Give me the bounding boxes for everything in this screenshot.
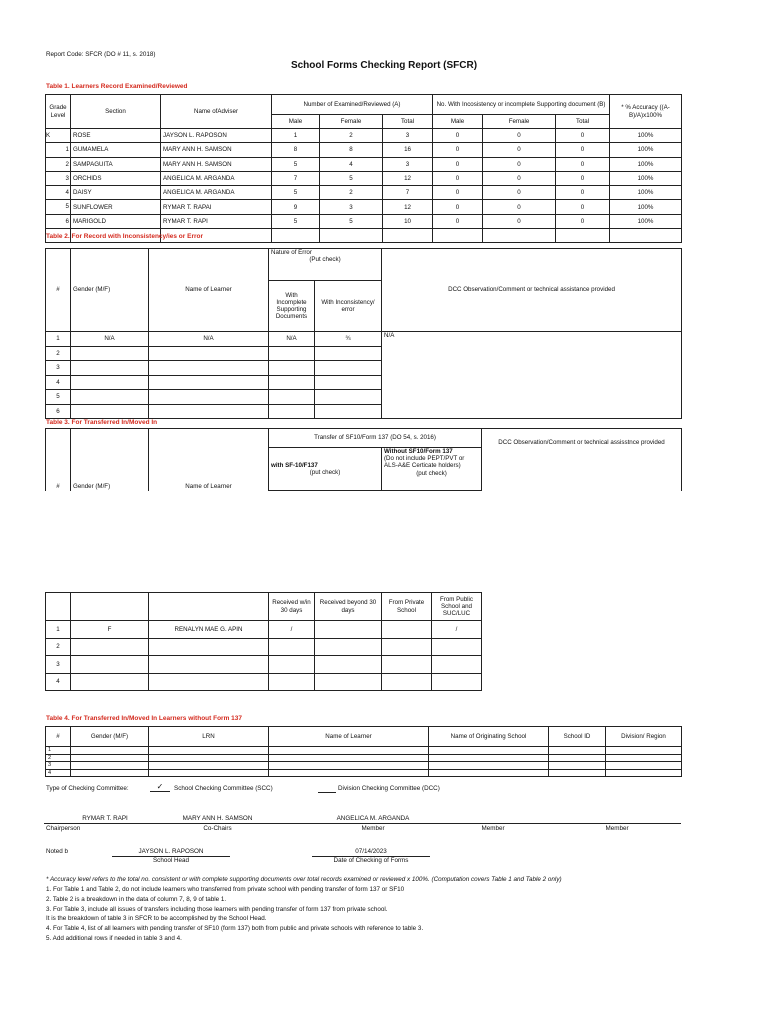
empty-cell xyxy=(433,229,483,243)
value-cell: 0 xyxy=(556,214,610,228)
table-row xyxy=(46,762,682,770)
value-cell: 0 xyxy=(433,129,483,143)
empty-cell xyxy=(610,229,682,243)
grade-cell xyxy=(46,143,71,157)
table-row xyxy=(46,214,682,228)
value-cell: 4 xyxy=(320,157,383,171)
dcc-observation-cell xyxy=(482,621,682,639)
adviser-cell: MARY ANN H. SAMSON xyxy=(161,143,272,157)
gender-cell xyxy=(71,673,149,691)
value-cell: 0 xyxy=(483,129,556,143)
adviser-cell: JAYSON L. RAPOSON xyxy=(161,129,272,143)
cochair-name: MARY ANN H. SAMSON xyxy=(182,815,253,822)
header-accuracy: * % Accuracy ((A-B)/A)x100% xyxy=(610,95,682,129)
empty-cell xyxy=(269,747,429,755)
check-cell xyxy=(315,638,382,656)
header-learner: Name of Learner xyxy=(149,249,269,332)
value-cell: 0 xyxy=(483,143,556,157)
note-4: 4. For Table 4, list of all learners with pending transfer of SF10 (form 137) both from public and private schools with reference to table 3. xyxy=(46,925,424,932)
cochair-role: Co-Chairs xyxy=(203,825,232,832)
value-cell: 0 xyxy=(556,186,610,200)
note-accuracy: * Accuracy level refers to the total no. consistent or with complete supporting documents over total records examined or reviewed x 100%. (Computation covers Table 1 and Table 2 only) xyxy=(46,876,562,883)
header-number: # xyxy=(46,429,71,491)
header-gender: Gender (M/F) xyxy=(71,727,149,747)
table-row xyxy=(46,200,682,214)
header-received-30-days: Received w/in 30 days xyxy=(269,593,315,621)
incomplete-docs-cell xyxy=(269,361,315,376)
value-cell: 0 xyxy=(556,129,610,143)
value-cell: 5 xyxy=(272,157,320,171)
header-section: Section xyxy=(71,95,161,129)
empty-cell xyxy=(606,769,682,777)
value-cell: 100% xyxy=(610,200,682,214)
value-cell: 0 xyxy=(483,157,556,171)
header-grade-level: Grade Level xyxy=(46,95,71,129)
table3 xyxy=(45,592,682,691)
note-2: 2. Table 2 is a breakdown in the data of column 7, 8, 9 of table 1. xyxy=(46,896,227,903)
value-cell: 7 xyxy=(272,171,320,185)
report-code: Report Code: SFCR (DO # 11, s. 2018) xyxy=(46,51,156,58)
dcc-observation-cell xyxy=(382,346,682,361)
put-check-label: (put check) xyxy=(416,469,447,477)
empty-cell xyxy=(71,754,149,762)
row-number: 4 xyxy=(46,769,71,777)
dcc-observation-cell xyxy=(482,638,682,656)
put-check-label: (Put check) xyxy=(309,256,341,264)
learner-cell xyxy=(149,361,269,376)
grade-cell xyxy=(46,157,71,171)
header-male: Male xyxy=(272,115,320,129)
empty-cell xyxy=(606,754,682,762)
value-cell: 100% xyxy=(610,143,682,157)
header-examined: Number of Examined/Reviewed (A) xyxy=(272,95,433,115)
value-cell: 12 xyxy=(383,200,433,214)
table-row xyxy=(46,186,682,200)
check-cell xyxy=(315,673,382,691)
header-private-school: From Private School xyxy=(382,593,432,621)
header-school-id: School ID xyxy=(549,727,606,747)
value-cell: 0 xyxy=(556,143,610,157)
check-cell xyxy=(382,656,432,674)
member-role: Member xyxy=(605,825,629,832)
gender-cell xyxy=(71,375,149,390)
value-cell: 8 xyxy=(320,143,383,157)
header-public-school: From Public School and SUC/LUC xyxy=(432,593,482,621)
header-division-region: Division/ Region xyxy=(606,727,682,747)
header-received-beyond-30: Received beyond 30 days xyxy=(315,593,382,621)
table-row xyxy=(46,157,682,171)
header-total: Total xyxy=(383,115,433,129)
adviser-cell: ANGELICA M. ARGANDA xyxy=(161,186,272,200)
gender-cell: F xyxy=(71,621,149,639)
row-number: 3 xyxy=(46,762,71,770)
put-check-label: (put check) xyxy=(309,469,341,476)
table1 xyxy=(45,94,682,243)
header-originating-school: Name of Originating School xyxy=(429,727,549,747)
empty-cell xyxy=(269,754,429,762)
check-cell: / xyxy=(269,621,315,639)
committee-label: Type of Checking Committee: xyxy=(46,785,129,792)
row-number: 4 xyxy=(46,375,71,390)
learner-cell: RENALYN MAE G. APIN xyxy=(149,621,269,639)
noted-by-label: Noted b xyxy=(46,848,69,855)
value-cell: 100% xyxy=(610,157,682,171)
value-cell: 12 xyxy=(383,171,433,185)
table-row xyxy=(46,656,682,674)
grade-cell xyxy=(46,171,71,185)
value-cell: 100% xyxy=(610,129,682,143)
header-transfer: Transfer of SF10/Form 137 (DO 54, s. 2016) xyxy=(269,429,482,448)
learner-cell xyxy=(149,346,269,361)
value-cell: 3 xyxy=(383,157,433,171)
check-cell xyxy=(269,638,315,656)
check-cell xyxy=(382,638,432,656)
table-row xyxy=(46,129,682,143)
value-cell: 0 xyxy=(433,214,483,228)
header-with-sf10 xyxy=(269,448,382,491)
header-incomplete-docs: With Incomplete Supporting Documents xyxy=(269,281,315,332)
empty-cell xyxy=(549,747,606,755)
table-row xyxy=(46,375,682,390)
checking-date: 07/14/2023 xyxy=(312,848,430,857)
check-cell: / xyxy=(432,621,482,639)
table-row xyxy=(46,346,682,361)
header-inconsistency: No. With Incosistency or incomplete Supporting document (B) xyxy=(433,95,610,115)
gender-cell xyxy=(71,404,149,419)
value-cell: 3 xyxy=(383,129,433,143)
table2 xyxy=(45,248,682,419)
inconsistency-cell: ¾ xyxy=(315,332,382,347)
grade-cell xyxy=(46,214,71,228)
member-name: ANGELICA M. ARGANDA xyxy=(336,815,410,822)
adviser-cell: ANGELICA M. ARGANDA xyxy=(161,171,272,185)
value-cell: 5 xyxy=(272,214,320,228)
section-cell: ROSE xyxy=(71,129,161,143)
value-cell: 0 xyxy=(433,171,483,185)
empty-cell xyxy=(149,747,269,755)
empty-cell xyxy=(383,229,433,243)
empty-cell xyxy=(269,762,429,770)
value-cell: 0 xyxy=(483,171,556,185)
header-lrn: LRN xyxy=(149,727,269,747)
empty-cell xyxy=(71,762,149,770)
grade-kinder: K xyxy=(46,132,51,139)
empty-cell xyxy=(71,769,149,777)
section-cell: ORCHIDS xyxy=(71,171,161,185)
row-number: 1 xyxy=(46,332,71,347)
header-female: Female xyxy=(483,115,556,129)
dcc-observation-cell xyxy=(482,656,682,674)
grade-number: 3 xyxy=(65,174,69,182)
header-adviser: Name ofAdviser xyxy=(161,95,272,129)
header-dcc-observation: DCC Observation/Comment or technical assisstnce provided xyxy=(482,429,682,491)
inconsistency-cell xyxy=(315,404,382,419)
adviser-cell: RYMAR T. RAPAI xyxy=(161,200,272,214)
dcc-observation-cell xyxy=(382,361,682,376)
value-cell: 1 xyxy=(272,129,320,143)
incomplete-docs-cell xyxy=(269,375,315,390)
grade-number: 5 xyxy=(65,203,69,211)
value-cell: 5 xyxy=(272,186,320,200)
note-3-continued: It is the breakdown of table 3 in SFCR to be accomplished by the School Head. xyxy=(46,915,267,922)
value-cell: 0 xyxy=(556,171,610,185)
empty-cell xyxy=(429,754,549,762)
row-number: 6 xyxy=(46,404,71,419)
signature-line xyxy=(44,823,681,824)
value-cell: 0 xyxy=(556,157,610,171)
value-cell: 0 xyxy=(433,143,483,157)
check-cell xyxy=(315,621,382,639)
row-number: 3 xyxy=(46,656,71,674)
header-inconsistency-error: With Inconsistency/ error xyxy=(315,281,382,332)
row-number: 1 xyxy=(46,621,71,639)
without-sf10-note: (Do not include PEPT/PVT or ALS-A&E Certicate holders) xyxy=(384,455,465,470)
row-number: 4 xyxy=(46,673,71,691)
empty-cell xyxy=(606,762,682,770)
empty-cell xyxy=(549,769,606,777)
check-cell xyxy=(382,673,432,691)
grade-number: 1 xyxy=(65,146,69,154)
learner-cell xyxy=(149,404,269,419)
table3-header xyxy=(45,428,682,491)
check-cell xyxy=(382,621,432,639)
header-number: # xyxy=(46,249,71,332)
header-gender: Gender (M/F) xyxy=(71,249,149,332)
scc-option: School Checking Committee (SCC) xyxy=(174,785,273,792)
table3-heading: Table 3. For Transferred In/Moved In xyxy=(46,419,158,426)
empty-cell xyxy=(149,754,269,762)
section-cell: GUMAMELA xyxy=(71,143,161,157)
value-cell: 16 xyxy=(383,143,433,157)
value-cell: 7 xyxy=(383,186,433,200)
gender-cell xyxy=(71,656,149,674)
section-cell: SAMPAGUITA xyxy=(71,157,161,171)
with-sf10-label: with SF-10/F137 xyxy=(271,461,318,469)
learner-cell xyxy=(149,638,269,656)
table-row xyxy=(46,361,682,376)
value-cell: 0 xyxy=(483,214,556,228)
check-cell xyxy=(432,656,482,674)
dcc-option: Division Checking Committee (DCC) xyxy=(338,785,440,792)
value-cell: 8 xyxy=(272,143,320,157)
header-dcc-observation: DCC Observation/Comment or technical assistance provided xyxy=(382,249,682,332)
chairperson-role: Chairperson xyxy=(46,825,81,832)
inconsistency-cell xyxy=(315,375,382,390)
adviser-cell: RYMAR T. RAPI xyxy=(161,214,272,228)
dcc-observation-cell xyxy=(382,404,682,419)
school-head-role: School Head xyxy=(152,857,190,864)
header-male: Male xyxy=(433,115,483,129)
row-number: 5 xyxy=(46,390,71,405)
value-cell: 0 xyxy=(433,200,483,214)
check-cell xyxy=(432,673,482,691)
empty-cell xyxy=(272,229,320,243)
table-row xyxy=(46,171,682,185)
table-row xyxy=(46,143,682,157)
incomplete-docs-cell xyxy=(269,390,315,405)
checking-date-label: Date of Checking of Forms xyxy=(333,857,409,864)
section-cell: MARIGOLD xyxy=(71,214,161,228)
value-cell: 9 xyxy=(272,200,320,214)
value-cell: 3 xyxy=(320,200,383,214)
gender-cell xyxy=(71,346,149,361)
table4 xyxy=(45,726,682,777)
grade-number: 6 xyxy=(65,217,69,225)
check-cell xyxy=(269,673,315,691)
empty-cell xyxy=(320,229,383,243)
incomplete-docs-cell xyxy=(269,346,315,361)
value-cell: 100% xyxy=(610,214,682,228)
empty-cell xyxy=(149,769,269,777)
value-cell: 2 xyxy=(320,129,383,143)
page-title: School Forms Checking Report (SFCR) xyxy=(290,60,478,71)
table-row xyxy=(46,754,682,762)
table-row xyxy=(46,673,682,691)
empty-cell xyxy=(429,769,549,777)
header-female: Female xyxy=(320,115,383,129)
school-head-name: JAYSON L. RAPOSON xyxy=(112,848,230,857)
row-number: 2 xyxy=(46,638,71,656)
inconsistency-cell xyxy=(315,390,382,405)
header-without-sf10 xyxy=(382,448,482,491)
value-cell: 100% xyxy=(610,186,682,200)
grade-cell xyxy=(46,200,71,214)
gender-cell: N/A xyxy=(71,332,149,347)
empty-cell xyxy=(549,754,606,762)
section-cell: SUNFLOWER xyxy=(71,200,161,214)
incomplete-docs-cell xyxy=(269,404,315,419)
dcc-observation-cell: N/A xyxy=(382,332,682,347)
nature-label: Nature of Error xyxy=(271,249,312,256)
table-row xyxy=(46,638,682,656)
row-number: 2 xyxy=(46,346,71,361)
table-row xyxy=(46,332,682,347)
scc-check-mark[interactable]: ✓ xyxy=(150,783,170,792)
empty-cell xyxy=(556,229,610,243)
value-cell: 5 xyxy=(320,214,383,228)
dcc-observation-cell xyxy=(382,375,682,390)
table-row xyxy=(46,769,682,777)
gender-cell xyxy=(71,638,149,656)
table-row xyxy=(46,747,682,755)
header-nature-of-error xyxy=(269,249,382,281)
row-number: 3 xyxy=(46,361,71,376)
inconsistency-cell xyxy=(315,346,382,361)
member-role: Member xyxy=(361,825,385,832)
dcc-observation-cell xyxy=(482,673,682,691)
empty-cell xyxy=(429,747,549,755)
note-3: 3. For Table 3, include all issues of transfers including those learners with pending transfer of form 137 from private school. xyxy=(46,906,388,913)
empty-cell xyxy=(606,747,682,755)
check-cell xyxy=(432,638,482,656)
member-role: Member xyxy=(481,825,505,832)
chairperson-name: RYMAR T. RAPI xyxy=(82,815,128,822)
gender-cell xyxy=(71,390,149,405)
learner-cell xyxy=(149,656,269,674)
value-cell: 0 xyxy=(483,200,556,214)
grade-cell xyxy=(46,186,71,200)
header-total: Total xyxy=(556,115,610,129)
value-cell: 0 xyxy=(556,200,610,214)
value-cell: 0 xyxy=(433,157,483,171)
header-learner: Name of Learner xyxy=(149,429,269,491)
check-cell xyxy=(269,656,315,674)
check-cell xyxy=(315,656,382,674)
value-cell: 0 xyxy=(483,186,556,200)
dcc-observation-cell xyxy=(382,390,682,405)
table-row xyxy=(46,390,682,405)
value-cell: 5 xyxy=(320,171,383,185)
learner-cell xyxy=(149,673,269,691)
grade-number: 4 xyxy=(65,189,69,197)
empty-cell xyxy=(549,762,606,770)
empty-cell xyxy=(269,769,429,777)
without-sf10-label: Without SF10/Form 137 xyxy=(384,448,453,455)
note-5: 5. Add additional rows if needed in table 3 and 4. xyxy=(46,935,182,942)
value-cell: 0 xyxy=(433,186,483,200)
note-1: 1. For Table 1 and Table 2, do not include learners who transferred from private school with pending transfer of form 137 or SF10 xyxy=(46,886,405,893)
value-cell: 2 xyxy=(320,186,383,200)
table4-heading: Table 4. For Transferred In/Moved In Learners without Form 137 xyxy=(46,715,243,722)
gender-cell xyxy=(71,361,149,376)
adviser-cell: MARY ANN H. SAMSON xyxy=(161,157,272,171)
header-learner: Name of Learner xyxy=(269,727,429,747)
table-row xyxy=(46,404,682,419)
row-number: 1 xyxy=(46,747,71,755)
empty-cell xyxy=(71,747,149,755)
header-gender: Gender (M/F) xyxy=(71,429,149,491)
dcc-check-blank[interactable] xyxy=(318,792,336,793)
table2-heading: Table 2. For Record with Inconsistency/ies or Error xyxy=(46,233,204,240)
row-number: 2 xyxy=(46,754,71,762)
empty-cell xyxy=(483,229,556,243)
header-number: # xyxy=(46,727,71,747)
value-cell: 100% xyxy=(610,171,682,185)
learner-cell xyxy=(149,375,269,390)
learner-cell xyxy=(149,390,269,405)
grade-cell xyxy=(46,129,71,143)
empty-cell xyxy=(149,762,269,770)
table1-heading: Table 1. Learners Record Examined/Reviewed xyxy=(46,83,188,90)
empty-cell xyxy=(429,762,549,770)
learner-cell: N/A xyxy=(149,332,269,347)
value-cell: 10 xyxy=(383,214,433,228)
incomplete-docs-cell: N/A xyxy=(269,332,315,347)
grade-number: 2 xyxy=(65,160,69,168)
inconsistency-cell xyxy=(315,361,382,376)
table-row xyxy=(46,621,682,639)
section-cell: DAISY xyxy=(71,186,161,200)
